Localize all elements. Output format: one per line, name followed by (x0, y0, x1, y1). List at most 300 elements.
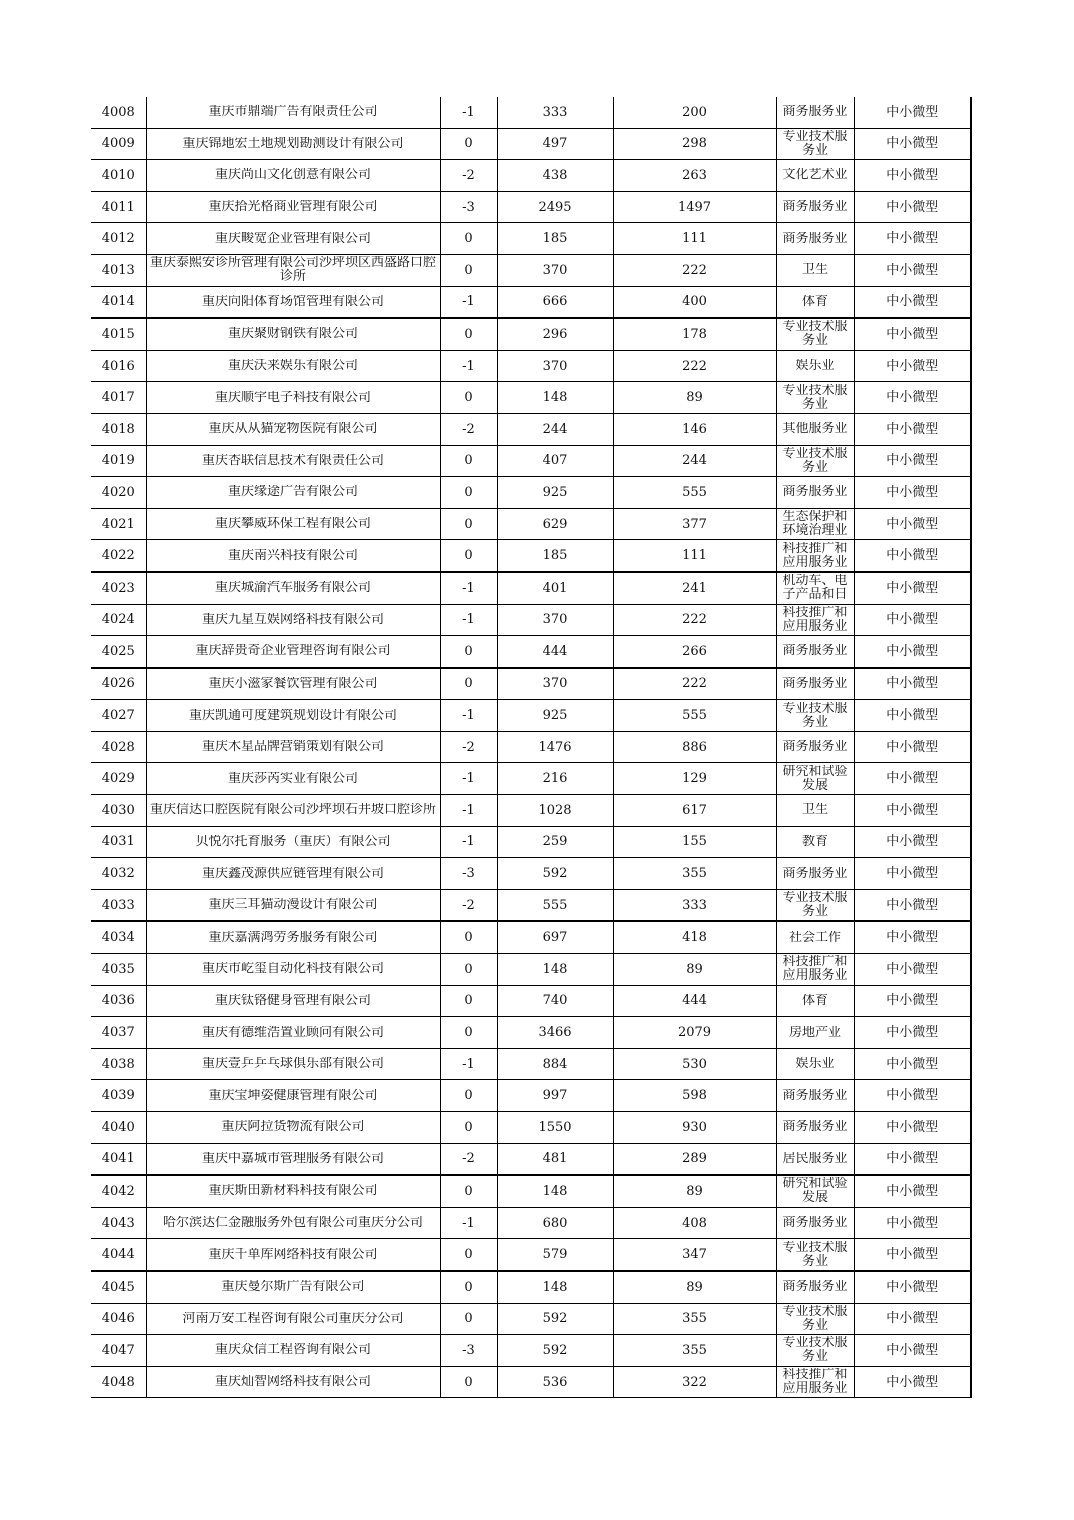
table-row (91, 668, 971, 700)
change-value-cell (440, 1207, 497, 1239)
amount-2: 355 (682, 866, 707, 882)
amount-1-cell (497, 572, 613, 604)
amount-1: 1476 (538, 739, 572, 755)
enterprise-size-cell (854, 954, 971, 986)
change-value: -3 (462, 1342, 475, 1358)
industry-cell (776, 1175, 854, 1207)
change-value: 0 (464, 1279, 473, 1295)
enterprise-size-cell (854, 1335, 971, 1367)
company-name-cell (146, 795, 440, 827)
enterprise-size: 中小微型 (886, 802, 939, 818)
enterprise-size: 中小微型 (886, 453, 939, 469)
industry: 专业技术服务业 (782, 1336, 848, 1365)
row-number-cell (91, 1207, 146, 1239)
enterprise-size-cell (854, 1303, 971, 1335)
enterprise-size-cell (854, 1175, 971, 1207)
amount-2: 89 (686, 961, 703, 977)
change-value-cell (440, 763, 497, 795)
amount-1: 884 (542, 1056, 568, 1072)
change-value-cell (440, 1080, 497, 1112)
enterprise-size: 中小微型 (886, 294, 939, 310)
industry-cell (776, 191, 854, 223)
change-value: 0 (464, 136, 473, 152)
row-number-cell (91, 540, 146, 572)
amount-2: 1497 (677, 199, 712, 215)
amount-1-cell (497, 413, 613, 445)
change-value: -1 (462, 708, 475, 724)
enterprise-size-cell (854, 254, 971, 286)
row-number-cell (91, 350, 146, 382)
enterprise-size: 中小微型 (886, 1215, 939, 1231)
amount-1-cell (497, 731, 613, 763)
company-name-cell (146, 286, 440, 318)
enterprise-size-cell (854, 858, 971, 890)
amount-1-cell (497, 1303, 613, 1335)
enterprise-size-cell (854, 763, 971, 795)
industry-cell (776, 604, 854, 636)
industry: 房地产业 (788, 1025, 841, 1040)
industry-cell (776, 636, 854, 668)
row-number-cell (91, 889, 146, 921)
company-name: 重庆城渝汽车服务有限公司 (214, 581, 371, 596)
industry-cell (776, 1048, 854, 1080)
row-number: 4032 (101, 866, 135, 882)
amount-2-cell (613, 1335, 776, 1367)
change-value: 0 (464, 676, 473, 692)
amount-1-cell (497, 160, 613, 192)
company-name-cell (146, 1271, 440, 1303)
table-row (91, 223, 971, 255)
industry: 居民服务业 (782, 1151, 848, 1166)
enterprise-size: 中小微型 (886, 676, 939, 692)
industry-cell (776, 318, 854, 350)
amount-2: 886 (682, 739, 707, 755)
amount-2-cell (613, 477, 776, 509)
amount-2: 555 (682, 484, 707, 500)
industry-cell (776, 921, 854, 953)
enterprise-size: 中小微型 (886, 390, 939, 406)
amount-2: 222 (682, 612, 707, 628)
enterprise-size: 中小微型 (886, 421, 939, 437)
amount-2: 400 (682, 294, 707, 310)
row-number: 4021 (101, 516, 135, 532)
amount-1-cell (497, 826, 613, 858)
row-number-cell (91, 223, 146, 255)
enterprise-size: 中小微型 (886, 930, 939, 946)
row-number: 4036 (101, 993, 135, 1009)
change-value-cell (440, 826, 497, 858)
change-value: -1 (462, 104, 475, 120)
amount-2-cell (613, 826, 776, 858)
change-value-cell (440, 1017, 497, 1049)
change-value: -1 (462, 834, 475, 850)
company-name-cell (146, 318, 440, 350)
amount-2-cell (613, 1112, 776, 1144)
enterprise-size: 中小微型 (886, 1311, 939, 1327)
industry: 专业技术服务业 (782, 383, 848, 412)
amount-1-cell (497, 700, 613, 732)
row-number: 4018 (101, 421, 135, 437)
company-name-cell (146, 1048, 440, 1080)
amount-2-cell (613, 921, 776, 953)
amount-2-cell (613, 604, 776, 636)
industry-cell (776, 286, 854, 318)
amount-1: 3466 (538, 1025, 572, 1041)
industry: 商务服务业 (782, 485, 848, 500)
amount-2-cell (613, 572, 776, 604)
change-value: -2 (462, 1151, 475, 1167)
row-number-cell (91, 97, 146, 128)
amount-1-cell (497, 97, 613, 128)
change-value-cell (440, 254, 497, 286)
company-name: 河南万安工程咨询有限公司重庆分公司 (182, 1311, 404, 1326)
amount-1-cell (497, 858, 613, 890)
enterprise-size-cell (854, 223, 971, 255)
row-number-cell (91, 604, 146, 636)
industry: 科技推广和应用服务业 (782, 605, 848, 634)
row-number: 4047 (101, 1342, 135, 1358)
amount-1: 579 (542, 1247, 568, 1263)
industry-cell (776, 731, 854, 763)
enterprise-size-cell (854, 97, 971, 128)
industry: 商务服务业 (782, 644, 848, 659)
change-value: -1 (462, 802, 475, 818)
table-row (91, 97, 971, 128)
row-number: 4033 (101, 897, 135, 913)
enterprise-size-cell (854, 508, 971, 540)
row-number-cell (91, 508, 146, 540)
amount-1: 259 (542, 834, 568, 850)
amount-2-cell (613, 1080, 776, 1112)
company-name: 重庆攀威环保工程有限公司 (214, 517, 371, 532)
company-name-cell (146, 700, 440, 732)
amount-2-cell (613, 1239, 776, 1271)
change-value: -1 (462, 580, 475, 596)
row-number: 4020 (101, 484, 135, 500)
change-value: -3 (462, 199, 475, 215)
industry: 商务服务业 (782, 105, 848, 120)
industry: 生态保护和环境治理业 (782, 510, 848, 539)
amount-1: 148 (542, 390, 568, 406)
row-number-cell (91, 921, 146, 953)
table-row (91, 921, 971, 953)
enterprise-size: 中小微型 (886, 104, 939, 120)
company-name-cell (146, 1366, 440, 1398)
enterprise-size: 中小微型 (886, 548, 939, 564)
industry-cell (776, 1303, 854, 1335)
company-name-cell (146, 889, 440, 921)
amount-2-cell (613, 985, 776, 1017)
table-row (91, 191, 971, 223)
amount-2: 89 (686, 390, 703, 406)
table-row (91, 1143, 971, 1175)
company-name: 重庆泰熙安诊所管理有限公司沙坪坝区西盛路口腔诊所 (149, 256, 436, 285)
table-body (91, 97, 971, 1398)
enterprise-size-cell (854, 700, 971, 732)
company-name-cell (146, 254, 440, 286)
change-value-cell (440, 731, 497, 763)
amount-2-cell (613, 97, 776, 128)
amount-2-cell (613, 191, 776, 223)
company-name-cell (146, 572, 440, 604)
amount-1: 148 (542, 1183, 568, 1199)
row-number-cell (91, 1175, 146, 1207)
amount-1-cell (497, 1175, 613, 1207)
change-value-cell (440, 1239, 497, 1271)
enterprise-size: 中小微型 (886, 1247, 939, 1263)
industry: 专业技术服务业 (782, 446, 848, 475)
change-value-cell (440, 191, 497, 223)
enterprise-size-cell (854, 382, 971, 414)
amount-2: 89 (686, 1279, 703, 1295)
table-row (91, 858, 971, 890)
industry-cell (776, 413, 854, 445)
row-number-cell (91, 1366, 146, 1398)
company-name-cell (146, 382, 440, 414)
row-number-cell (91, 160, 146, 192)
company-name: 重庆拾光格商业管理有限公司 (208, 200, 378, 215)
amount-1: 296 (542, 326, 568, 342)
amount-2-cell (613, 1017, 776, 1049)
change-value-cell (440, 668, 497, 700)
industry: 研究和试验发展 (782, 764, 848, 793)
industry-cell (776, 223, 854, 255)
amount-1: 1028 (538, 802, 572, 818)
row-number-cell (91, 191, 146, 223)
amount-1-cell (497, 445, 613, 477)
amount-2-cell (613, 413, 776, 445)
amount-1-cell (497, 350, 613, 382)
enterprise-size-cell (854, 477, 971, 509)
change-value: 0 (464, 516, 473, 532)
amount-2: 377 (682, 516, 707, 532)
change-value: 0 (464, 1374, 473, 1390)
amount-1: 740 (542, 993, 568, 1009)
industry-cell (776, 540, 854, 572)
amount-1: 697 (542, 930, 568, 946)
industry: 卫生 (801, 263, 828, 278)
amount-1: 370 (542, 262, 568, 278)
enterprise-size-cell (854, 572, 971, 604)
table-row (91, 636, 971, 668)
amount-1-cell (497, 318, 613, 350)
industry-cell (776, 795, 854, 827)
row-number-cell (91, 1112, 146, 1144)
industry-cell (776, 985, 854, 1017)
amount-2: 298 (682, 136, 707, 152)
industry: 商务服务业 (782, 1120, 848, 1135)
enterprise-size-cell (854, 1080, 971, 1112)
amount-1-cell (497, 1048, 613, 1080)
industry-cell (776, 1271, 854, 1303)
amount-2: 444 (682, 993, 707, 1009)
company-name: 重庆市屹玺自动化科技有限公司 (201, 962, 384, 977)
industry-cell (776, 350, 854, 382)
enterprise-size: 中小微型 (886, 834, 939, 850)
table-row (91, 1112, 971, 1144)
change-value: -2 (462, 739, 475, 755)
amount-2-cell (613, 795, 776, 827)
company-name: 重庆市鼎端广告有限责任公司 (208, 105, 378, 120)
industry: 商务服务业 (782, 1280, 848, 1295)
company-name: 重庆缘途广告有限公司 (227, 485, 358, 500)
company-name: 重庆从从猫宠物医院有限公司 (208, 422, 378, 437)
amount-1: 592 (542, 1342, 568, 1358)
row-number: 4034 (101, 930, 135, 946)
enterprise-size: 中小微型 (886, 1279, 939, 1295)
change-value-cell (440, 128, 497, 160)
amount-2-cell (613, 1048, 776, 1080)
table-row (91, 1080, 971, 1112)
industry: 娱乐业 (795, 359, 835, 374)
enterprise-size: 中小微型 (886, 167, 939, 183)
change-value-cell (440, 1303, 497, 1335)
amount-1: 370 (542, 612, 568, 628)
enterprise-size: 中小微型 (886, 136, 939, 152)
row-number-cell (91, 858, 146, 890)
amount-1-cell (497, 286, 613, 318)
enterprise-size-cell (854, 191, 971, 223)
company-name-cell (146, 858, 440, 890)
company-name-cell (146, 191, 440, 223)
industry-cell (776, 954, 854, 986)
change-value-cell (440, 604, 497, 636)
row-number-cell (91, 286, 146, 318)
industry-cell (776, 1017, 854, 1049)
industry: 专业技术服务业 (782, 129, 848, 158)
row-number-cell (91, 1017, 146, 1049)
change-value-cell (440, 858, 497, 890)
industry: 商务服务业 (782, 676, 848, 691)
industry: 商务服务业 (782, 866, 848, 881)
amount-1: 629 (542, 516, 568, 532)
amount-1-cell (497, 223, 613, 255)
enterprise-size: 中小微型 (886, 326, 939, 342)
amount-1-cell (497, 1207, 613, 1239)
industry: 研究和试验发展 (782, 1177, 848, 1206)
industry: 商务服务业 (782, 740, 848, 755)
table-row (91, 1335, 971, 1367)
row-number: 4014 (101, 294, 135, 310)
company-name: 重庆千单库网络科技有限公司 (208, 1247, 378, 1262)
change-value-cell (440, 985, 497, 1017)
amount-2-cell (613, 668, 776, 700)
industry: 体育 (801, 993, 828, 1008)
amount-1-cell (497, 1366, 613, 1398)
amount-2-cell (613, 763, 776, 795)
amount-1-cell (497, 1080, 613, 1112)
change-value: 0 (464, 548, 473, 564)
row-number: 4017 (101, 390, 135, 406)
amount-2: 244 (682, 453, 707, 469)
industry: 科技推广和应用服务业 (782, 1368, 848, 1397)
row-number-cell (91, 254, 146, 286)
amount-2: 617 (682, 802, 707, 818)
change-value: -3 (462, 866, 475, 882)
change-value-cell (440, 223, 497, 255)
row-number-cell (91, 128, 146, 160)
industry-cell (776, 572, 854, 604)
amount-1-cell (497, 1335, 613, 1367)
row-number: 4031 (101, 834, 135, 850)
row-number: 4025 (101, 643, 135, 659)
table-row (91, 1239, 971, 1271)
change-value: 0 (464, 1311, 473, 1327)
amount-2-cell (613, 508, 776, 540)
amount-1-cell (497, 636, 613, 668)
amount-2-cell (613, 223, 776, 255)
company-name-cell (146, 477, 440, 509)
table-row (91, 350, 971, 382)
company-name: 重庆众信工程咨询有限公司 (214, 1343, 371, 1358)
industry-cell (776, 1080, 854, 1112)
change-value: -1 (462, 771, 475, 787)
amount-1-cell (497, 1143, 613, 1175)
enterprise-size: 中小微型 (886, 1056, 939, 1072)
enterprise-size: 中小微型 (886, 1151, 939, 1167)
company-name: 重庆钛铬健身管理有限公司 (214, 993, 371, 1008)
enterprise-size: 中小微型 (886, 1025, 939, 1041)
amount-1: 148 (542, 961, 568, 977)
company-name-cell (146, 604, 440, 636)
amount-2-cell (613, 858, 776, 890)
change-value-cell (440, 954, 497, 986)
enterprise-size-cell (854, 1366, 971, 1398)
enterprise-size-cell (854, 1207, 971, 1239)
row-number: 4041 (101, 1151, 135, 1167)
enterprise-size-cell (854, 286, 971, 318)
amount-1: 925 (542, 708, 568, 724)
table-row (91, 1366, 971, 1398)
company-name-cell (146, 1303, 440, 1335)
row-number: 4008 (101, 104, 135, 120)
amount-2: 289 (682, 1151, 707, 1167)
company-name: 贝悦尔托育服务（重庆）有限公司 (195, 834, 391, 849)
row-number-cell (91, 954, 146, 986)
amount-2: 355 (682, 1311, 707, 1327)
amount-1-cell (497, 954, 613, 986)
amount-1-cell (497, 1112, 613, 1144)
amount-1: 925 (542, 484, 568, 500)
company-name-cell (146, 763, 440, 795)
row-number: 4019 (101, 453, 135, 469)
amount-1-cell (497, 1271, 613, 1303)
table-row (91, 572, 971, 604)
row-number: 4022 (101, 548, 135, 564)
table-row (91, 763, 971, 795)
industry-cell (776, 1143, 854, 1175)
amount-1: 481 (542, 1151, 568, 1167)
row-number-cell (91, 1239, 146, 1271)
row-number: 4009 (101, 136, 135, 152)
enterprise-size: 中小微型 (886, 231, 939, 247)
row-number-cell (91, 1048, 146, 1080)
industry-cell (776, 1207, 854, 1239)
company-name: 重庆莎芮实业有限公司 (227, 771, 358, 786)
enterprise-size-cell (854, 731, 971, 763)
row-number: 4016 (101, 358, 135, 374)
amount-2: 418 (682, 930, 707, 946)
table-row (91, 1207, 971, 1239)
amount-2: 241 (682, 580, 707, 596)
amount-2: 333 (682, 897, 707, 913)
company-name: 重庆有德维浩置业顾问有限公司 (201, 1025, 384, 1040)
industry: 文化艺术业 (782, 168, 848, 183)
change-value-cell (440, 1048, 497, 1080)
company-name-cell (146, 1017, 440, 1049)
row-number: 4035 (101, 961, 135, 977)
change-value-cell (440, 1112, 497, 1144)
